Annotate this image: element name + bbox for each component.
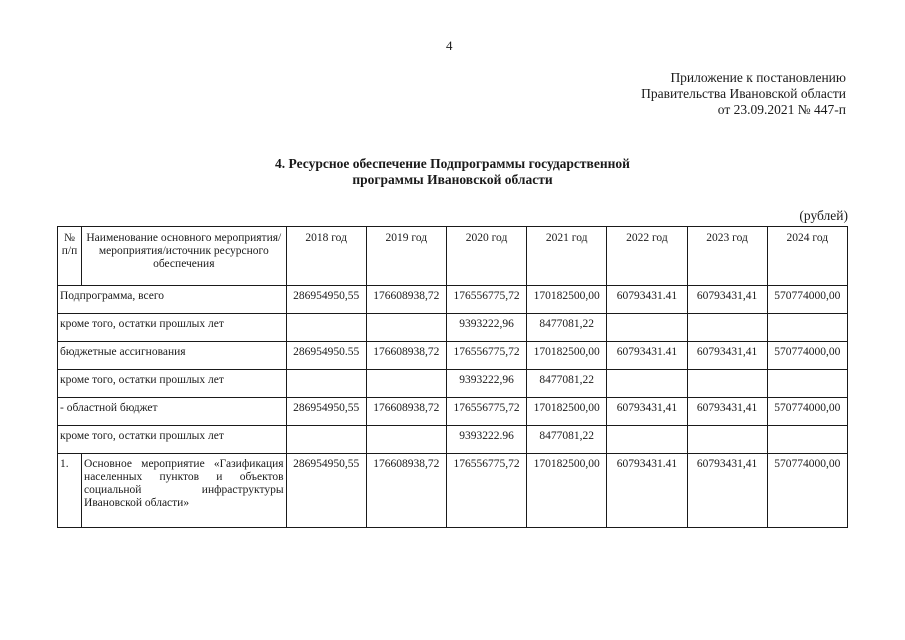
table-cell: 176556775,72 <box>446 286 526 314</box>
table-cell: 286954950.55 <box>286 342 366 370</box>
appendix-line-1: Приложение к постановлению <box>670 70 846 85</box>
table-cell: 570774000,00 <box>767 286 847 314</box>
table-cell: 9393222,96 <box>446 314 526 342</box>
row-label: бюджетные ассигнования <box>58 342 287 370</box>
table-cell: 286954950,55 <box>286 286 366 314</box>
section-title-line-2: программы Ивановской области <box>352 172 553 187</box>
header-year: 2022 год <box>607 227 687 286</box>
header-year: 2021 год <box>527 227 607 286</box>
appendix-note <box>641 70 846 118</box>
header-year: 2020 год <box>446 227 526 286</box>
table-cell: 176556775,72 <box>446 342 526 370</box>
table-cell: 60793431,41 <box>687 342 767 370</box>
table-cell: 9393222.96 <box>446 426 526 454</box>
table-row <box>58 314 848 342</box>
row-label: кроме того, остатки прошлых лет <box>58 426 287 454</box>
table-cell <box>607 370 687 398</box>
table-cell: 60793431.41 <box>607 342 687 370</box>
table-cell: 176556775,72 <box>446 454 526 528</box>
table-row <box>58 398 848 426</box>
table-cell: 176608938,72 <box>366 342 446 370</box>
page-number: 4 <box>446 38 453 53</box>
table-cell <box>687 314 767 342</box>
header-year: 2018 год <box>286 227 366 286</box>
row-label: Основное мероприятие «Газификация населенных пунктов и объектов социальной инфраструктуры Ивановской области» <box>82 454 287 528</box>
table-cell <box>607 314 687 342</box>
header-no: № п/п <box>58 227 82 286</box>
table-cell: 170182500,00 <box>527 398 607 426</box>
table-cell <box>366 370 446 398</box>
table-cell <box>286 370 366 398</box>
header-name: Наименование основного мероприятия/мероприятия/источник ресурсного обеспечения <box>82 227 287 286</box>
table-cell: 286954950,55 <box>286 398 366 426</box>
table-cell: 170182500,00 <box>527 342 607 370</box>
appendix-line-3: от 23.09.2021 № 447-п <box>717 102 846 117</box>
table-cell: 176608938,72 <box>366 286 446 314</box>
section-title-line-1: 4. Ресурсное обеспечение Подпрограммы государственной <box>275 156 630 171</box>
table-row <box>58 342 848 370</box>
header-year: 2024 год <box>767 227 847 286</box>
table-cell: 8477081,22 <box>527 314 607 342</box>
table-cell: 170182500,00 <box>527 286 607 314</box>
table-row <box>58 286 848 314</box>
table-cell: 60793431,41 <box>607 398 687 426</box>
table-cell: 176556775,72 <box>446 398 526 426</box>
table-cell <box>366 314 446 342</box>
table-cell <box>366 426 446 454</box>
table-cell <box>286 426 366 454</box>
table-row <box>58 370 848 398</box>
table-cell: 286954950,55 <box>286 454 366 528</box>
table-cell: 60793431,41 <box>687 286 767 314</box>
table-cell: 170182500,00 <box>527 454 607 528</box>
table-cell: 9393222,96 <box>446 370 526 398</box>
table-cell: 60793431.41 <box>607 454 687 528</box>
table-cell: 8477081,22 <box>527 426 607 454</box>
table-cell: 60793431.41 <box>607 286 687 314</box>
table-cell <box>607 426 687 454</box>
header-year: 2019 год <box>366 227 446 286</box>
table-cell: 176608938,72 <box>366 454 446 528</box>
table-cell: 60793431,41 <box>687 454 767 528</box>
resource-table <box>57 226 848 528</box>
table-cell <box>286 314 366 342</box>
table-cell <box>767 314 847 342</box>
row-number: 1. <box>58 454 82 528</box>
row-label: кроме того, остатки прошлых лет <box>58 370 287 398</box>
table-cell: 8477081,22 <box>527 370 607 398</box>
table-cell: 60793431,41 <box>687 398 767 426</box>
row-label: - областной бюджет <box>58 398 287 426</box>
row-label: Подпрограмма, всего <box>58 286 287 314</box>
table-cell: 570774000,00 <box>767 398 847 426</box>
header-year: 2023 год <box>687 227 767 286</box>
table-header-row <box>58 227 848 286</box>
appendix-line-2: Правительства Ивановской области <box>641 86 846 101</box>
table-cell: 176608938,72 <box>366 398 446 426</box>
table-cell <box>687 370 767 398</box>
section-title <box>160 156 745 188</box>
units-label: (рублей) <box>799 208 848 223</box>
table-cell <box>767 370 847 398</box>
row-label: кроме того, остатки прошлых лет <box>58 314 287 342</box>
table-cell: 570774000,00 <box>767 454 847 528</box>
table-row <box>58 454 848 528</box>
table-cell <box>687 426 767 454</box>
table-cell: 570774000,00 <box>767 342 847 370</box>
table-row <box>58 426 848 454</box>
table-cell <box>767 426 847 454</box>
